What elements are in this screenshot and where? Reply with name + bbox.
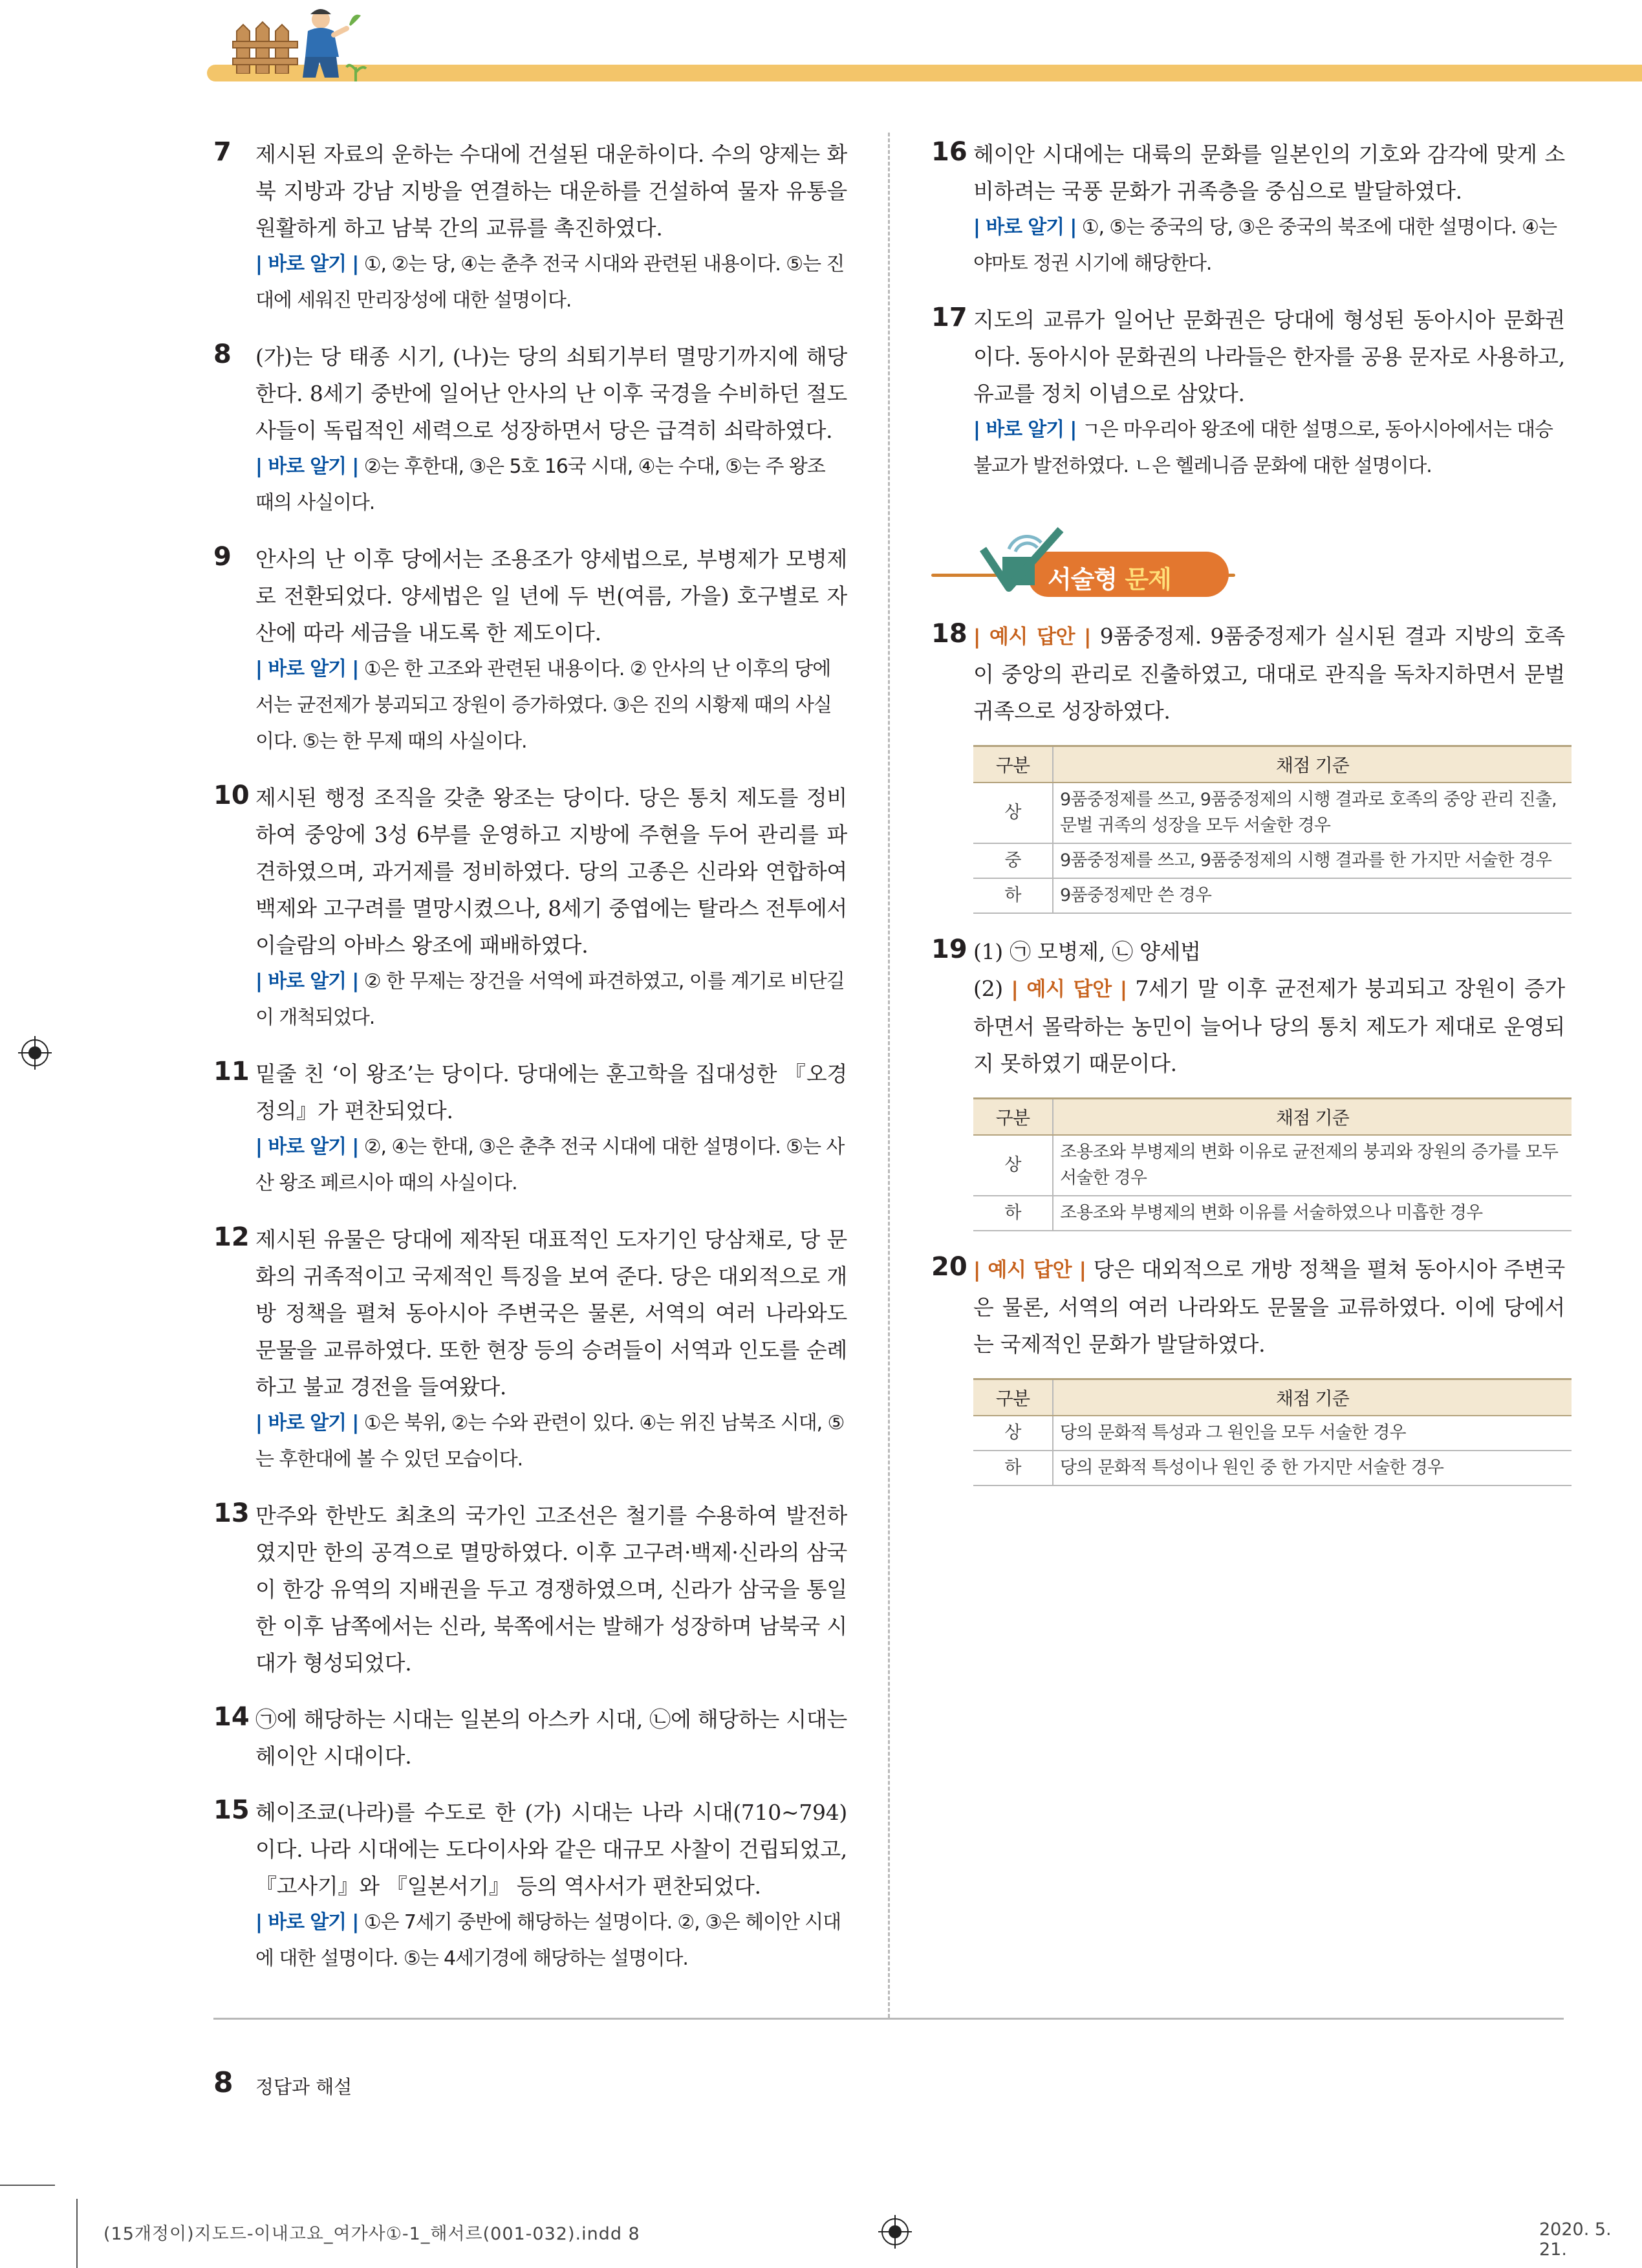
example-answer-label: | 예시 답안 |	[973, 625, 1092, 649]
question-number: 15	[213, 1795, 250, 1825]
explanation-text: (가)는 당 태종 시기, (나)는 당의 쇠퇴기부터 멸망기까지에 해당한다. 8세기 중반에 일어난 안사의 난 이후 국경을 수비하던 절도사들이 독립적인 세력으로 성장하면서 당은 급격히 쇠락하였다.	[255, 344, 847, 443]
slug-date: 2020. 5. 21.	[1539, 2219, 1612, 2260]
correction-label: | 바로 알기 |	[255, 1136, 359, 1158]
header-bar	[207, 65, 1642, 81]
page-number: 8	[213, 2066, 233, 2099]
question-number: 12	[213, 1222, 250, 1252]
grade-cell: 중	[973, 843, 1053, 878]
answer-body: 7세기 말 이후 균전제가 붕괴되고 장원이 증가하면서 몰락하는 농민이 늘어나 당의 통치 제도가 제대로 운영되지 못하였기 때문이다.	[973, 976, 1565, 1076]
slug-filename: (15개정이)지도드-이내고요_여가사①-1_해서르(001-032).indd 8	[103, 2224, 640, 2244]
question-14	[213, 1701, 847, 1775]
correction-note	[255, 1905, 847, 1977]
explanation-text: 밑줄 친 ‘이 왕조’는 당이다. 당대에는 훈고학을 집대성한 『오경정의』가 편찬되었다.	[255, 1061, 847, 1123]
example-answer-label: | 예시 답안 |	[973, 1258, 1086, 1282]
question-number: 16	[931, 137, 967, 167]
criteria-cell: 조용조와 부병제의 변화 이유를 서술하였으나 미흡한 경우	[1053, 1196, 1572, 1231]
question-9	[213, 541, 847, 760]
grade-cell: 상	[973, 1416, 1053, 1451]
table-header-grade: 구분	[973, 1379, 1053, 1416]
correction-text: ①, ⑤는 중국의 당, ③은 중국의 북조에 대한 설명이다. ④는 야마토 정권 시기에 해당한다.	[973, 216, 1557, 275]
explanation-text: 만주와 한반도 최초의 국가인 고조선은 철기를 수용하여 발전하였지만 한의 공격으로 멸망하였다. 이후 고구려·백제·신라의 삼국이 한강 유역의 지배권을 두고 경쟁하였으며, 신라가 삼국을 통일한 이후 남쪽에서는 신라, 북쪽에서는 발해가 성장하며 남북국 시대가 형성되었다.	[255, 1503, 847, 1676]
explanation-text: 지도의 교류가 일어난 문화권은 당대에 형성된 동아시아 문화권이다. 동아시아 문화권의 나라들은 한자를 공용 문자로 사용하고, 유교를 정치 이념으로 삼았다.	[973, 307, 1565, 406]
table-row	[973, 1451, 1572, 1485]
question-number: 11	[213, 1057, 250, 1086]
column-divider	[888, 133, 890, 2018]
question-19	[931, 933, 1565, 1231]
table-header-grade: 구분	[973, 1099, 1053, 1136]
explanation-text: 헤이조쿄(나라)를 수도로 한 (가) 시대는 나라 시대(710~794)이다. 나라 시대에는 도다이사와 같은 대규모 사찰이 건립되었고, 『고사기』와 『일본서기』 등의 역사서가 편찬되었다.	[255, 1800, 847, 1899]
correction-text: ①은 북위, ②는 수와 관련이 있다. ④는 위진 남북조 시대, ⑤는 후한대에 볼 수 있던 모습이다.	[255, 1412, 845, 1471]
section-title-accent: 문제	[1125, 565, 1171, 594]
question-13	[213, 1497, 847, 1681]
explanation-text: ㉠에 해당하는 시대는 일본의 아스카 시대, ㉡에 해당하는 시대는 헤이안 시대이다.	[255, 1707, 847, 1769]
question-12	[213, 1221, 847, 1478]
question-number: 7	[213, 137, 232, 167]
correction-note	[255, 449, 847, 521]
correction-note	[973, 412, 1565, 484]
table-header-criteria: 채점 기준	[1053, 746, 1572, 783]
explanation-text: 제시된 자료의 운하는 수대에 건설된 대운하이다. 수의 양제는 화북 지방과 강남 지방을 연결하는 대운하를 건설하여 물자 유통을 원활하게 하고 남북 간의 교류를 촉진하였다.	[255, 142, 847, 241]
question-number: 9	[213, 542, 232, 572]
grading-table	[973, 745, 1572, 914]
question-number: 20	[931, 1252, 967, 1282]
grading-table	[973, 1097, 1572, 1231]
correction-label: | 바로 알기 |	[973, 216, 1077, 239]
footer-rule	[213, 2018, 1564, 2020]
criteria-cell: 당의 문화적 특성이나 원인 중 한 가지만 서술한 경우	[1053, 1451, 1572, 1485]
criteria-cell: 9품중정제를 쓰고, 9품중정제의 시행 결과로 호족의 중앙 관리 진출, 문벌 귀족의 성장을 모두 서술한 경우	[1053, 783, 1572, 843]
page-label: 정답과 해설	[255, 2076, 352, 2098]
table-header-grade: 구분	[973, 746, 1053, 783]
correction-label: | 바로 알기 |	[255, 658, 359, 680]
criteria-cell: 조용조와 부병제의 변화 이유로 균전제의 붕괴와 장원의 증가를 모두 서술한 경우	[1053, 1135, 1572, 1196]
question-17	[931, 301, 1565, 484]
explanation-text: 헤이안 시대에는 대륙의 문화를 일본인의 기호와 감각에 맞게 소비하려는 국풍 문화가 귀족층을 중심으로 발달하였다.	[973, 142, 1565, 204]
correction-note	[255, 1129, 847, 1202]
registration-mark-icon	[18, 1036, 52, 1070]
table-row	[973, 783, 1572, 843]
answer-part-1	[973, 933, 1565, 970]
question-number: 10	[213, 781, 250, 810]
answer-text	[973, 1251, 1565, 1363]
table-row	[973, 878, 1572, 913]
question-number: 8	[213, 340, 232, 369]
question-15	[213, 1794, 847, 1977]
question-8	[213, 338, 847, 521]
explanation-text: 제시된 행정 조직을 갖춘 왕조는 당이다. 당은 통치 제도를 정비하여 중앙에 3성 6부를 운영하고 지방에 주현을 두어 관리를 파견하였으며, 과거제를 정비하였다. 당의 고종은 신라와 연합하여 백제와 고구려를 멸망시켰으나, 8세기 중엽에는 탈라스 전투에서 이슬람의 아바스 왕조에 패배하였다.	[255, 785, 847, 958]
correction-label: | 바로 알기 |	[255, 970, 359, 993]
table-header-criteria: 채점 기준	[1053, 1099, 1572, 1136]
section-title-main: 서술형	[1048, 565, 1118, 594]
question-20	[931, 1251, 1565, 1486]
question-16	[931, 136, 1565, 282]
question-number: 18	[931, 619, 967, 649]
table-row	[973, 843, 1572, 878]
correction-note	[973, 210, 1565, 282]
table-row	[973, 1416, 1572, 1451]
answer-term: 양세법	[1140, 939, 1201, 964]
correction-note	[255, 246, 847, 319]
correction-text: ②는 후한대, ③은 5호 16국 시대, ④는 수대, ⑤는 주 왕조 때의 사실이다.	[255, 455, 825, 514]
correction-label: | 바로 알기 |	[255, 455, 359, 478]
criteria-cell: 당의 문화적 특성과 그 원인을 모두 서술한 경우	[1053, 1416, 1572, 1451]
correction-text: ①은 7세기 중반에 해당하는 설명이다. ②, ③은 헤이안 시대에 대한 설명이다. ⑤는 4세기경에 해당하는 설명이다.	[255, 1911, 841, 1970]
grade-cell: 하	[973, 878, 1053, 913]
correction-note	[255, 651, 847, 760]
crop-mark	[0, 2185, 55, 2186]
correction-label: | 바로 알기 |	[973, 418, 1077, 441]
grade-cell: 상	[973, 783, 1053, 843]
table-row	[973, 1135, 1572, 1196]
gardener-illustration-icon	[279, 5, 376, 81]
explanation-text: 안사의 난 이후 당에서는 조용조가 양세법으로, 부병제가 모병제로 전환되었다. 양세법은 일 년에 두 번(여름, 가을) 호구별로 자산에 따라 세금을 내도록 한 제도이다.	[255, 546, 847, 645]
question-11	[213, 1055, 847, 1202]
correction-label: | 바로 알기 |	[255, 1911, 359, 1934]
correction-note	[255, 964, 847, 1036]
correction-text: ② 한 무제는 장건을 서역에 파견하였고, 이를 계기로 비단길이 개척되었다.	[255, 970, 845, 1029]
question-7	[213, 136, 847, 319]
part-prefix: (1)	[973, 939, 1003, 964]
right-column	[931, 136, 1565, 1506]
grade-cell: 상	[973, 1135, 1053, 1196]
question-10	[213, 779, 847, 1036]
explanation-text: 제시된 유물은 당대에 제작된 대표적인 도자기인 당삼채로, 당 문화의 귀족적이고 국제적인 특징을 보여 준다. 당은 대외적으로 개방 정책을 펼쳐 동아시아 주변국은 물론, 서역의 여러 나라와도 문물을 교류하였다. 또한 현장 등의 승려들이 서역과 인도를 순례하고 불교 경전을 들여왔다.	[255, 1227, 847, 1399]
criteria-cell: 9품중정제만 쓴 경우	[1053, 878, 1572, 913]
example-answer-label: | 예시 답안 |	[1011, 978, 1127, 1001]
correction-text: ②, ④는 한대, ③은 춘추 전국 시대에 대한 설명이다. ⑤는 사산 왕조 페르시아 때의 사실이다.	[255, 1136, 845, 1194]
correction-label: | 바로 알기 |	[255, 253, 359, 275]
answer-body: 당은 대외적으로 개방 정책을 펼쳐 동아시아 주변국은 물론, 서역의 여러 나라와도 문물을 교류하였다. 이에 당에서는 국제적인 문화가 발달하였다.	[973, 1257, 1565, 1357]
question-number: 14	[213, 1702, 250, 1732]
correction-label: | 바로 알기 |	[255, 1412, 359, 1434]
answer-part-2	[973, 970, 1565, 1082]
registration-mark-icon	[878, 2215, 912, 2249]
correction-text: ①, ②는 당, ④는 춘추 전국 시대와 관련된 내용이다. ⑤는 진대에 세워진 만리장성에 대한 설명이다.	[255, 253, 845, 312]
answer-term: 모병제,	[1037, 939, 1105, 964]
criteria-cell: 9품중정제를 쓰고, 9품중정제의 시행 결과를 한 가지만 서술한 경우	[1053, 843, 1572, 878]
question-number: 19	[931, 934, 967, 964]
grading-table	[973, 1378, 1572, 1486]
section-banner	[931, 523, 1565, 601]
table-row	[973, 1196, 1572, 1231]
answer-body: 9품중정제. 9품중정제가 실시된 결과 지방의 호족이 중앙의 관리로 진출하였고, 대대로 관직을 독차지하면서 문벌 귀족으로 성장하였다.	[973, 623, 1565, 724]
table-header-criteria: 채점 기준	[1053, 1379, 1572, 1416]
question-number: 17	[931, 303, 967, 332]
circled-mark: ㉡	[1112, 939, 1133, 964]
part-prefix: (2)	[973, 976, 1003, 1001]
correction-text: ㄱ은 마우리아 왕조에 대한 설명으로, 동아시아에서는 대승 불교가 발전하였다. ㄴ은 헬레니즘 문화에 대한 설명이다.	[973, 418, 1553, 477]
correction-note	[255, 1405, 847, 1478]
question-number: 13	[213, 1498, 250, 1528]
grade-cell: 하	[973, 1451, 1053, 1485]
crop-mark	[76, 2199, 78, 2268]
correction-text: ①은 한 고조와 관련된 내용이다. ② 안사의 난 이후의 당에서는 균전제가 붕괴되고 장원이 증가하였다. ③은 진의 시황제 때의 사실이다. ⑤는 한 무제 때의 사실이다.	[255, 658, 832, 753]
answer-text	[973, 618, 1565, 729]
section-title	[1048, 559, 1171, 595]
grade-cell: 하	[973, 1196, 1053, 1231]
left-column	[213, 136, 847, 1996]
circled-mark: ㉠	[1010, 939, 1031, 964]
question-18	[931, 618, 1565, 914]
